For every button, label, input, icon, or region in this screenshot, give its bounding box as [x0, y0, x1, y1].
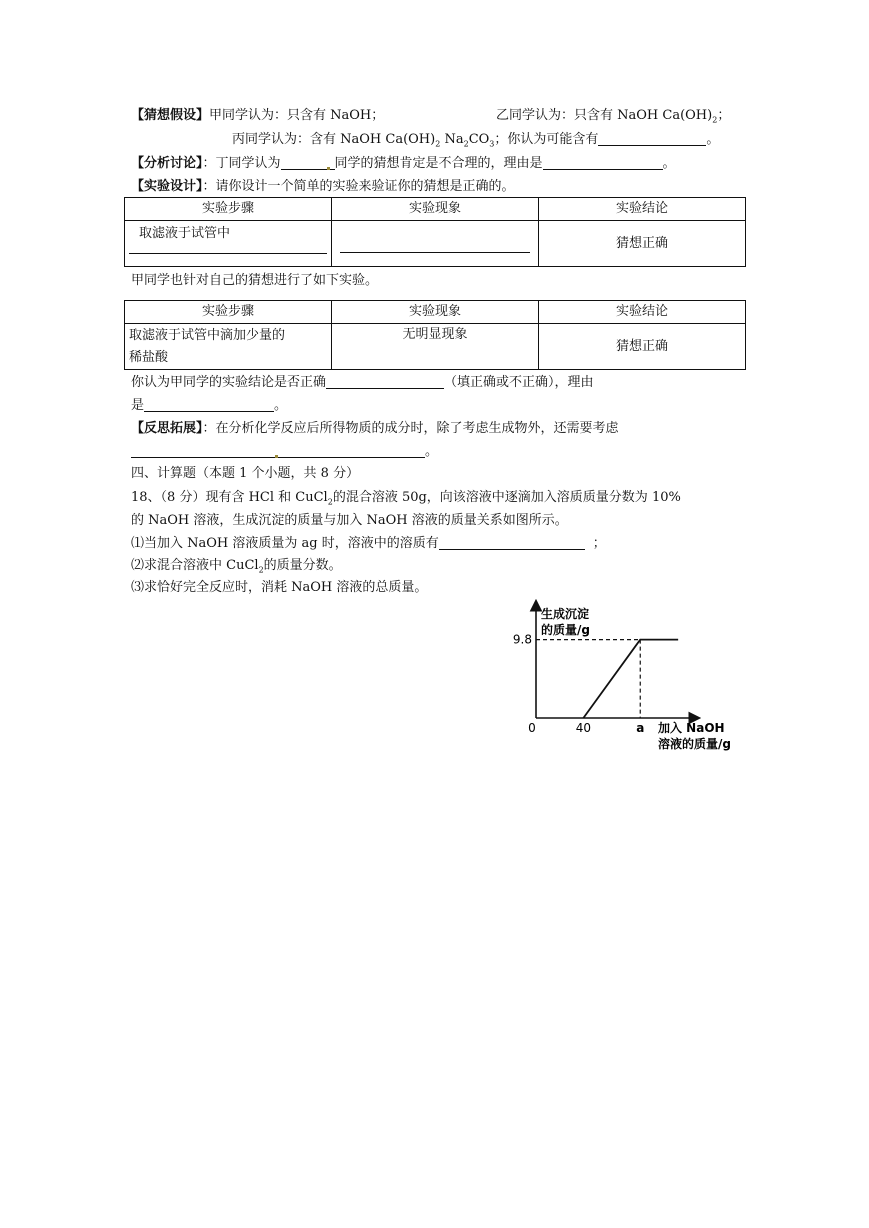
judge-correct-blank[interactable] [326, 374, 444, 389]
table2-header-step: 实验步骤 [125, 301, 332, 324]
hypothesis-answer-blank[interactable] [598, 131, 706, 146]
analysis-reason-blank[interactable] [543, 155, 663, 170]
origin-label: 0 [528, 721, 536, 735]
design-line: 【实验设计】：请你设计一个简单的实验来验证你的猜想是正确的。 [131, 179, 515, 194]
judge-line1: 你认为甲同学的实验结论是否正确 （填正确或不正确），理由 [131, 375, 594, 390]
hypothesis-bing: 丙同学认为：含有 NaOH $Ca(OH)_2$ $Na_2CO_3$；你认为可能含有 。 [232, 132, 720, 149]
judge-line2: 是 。 [131, 398, 288, 413]
reflection-line1: 【反思拓展】：在分析化学反应后所得物质的成分时，除了考虑生成物外，还需要考虑 [131, 421, 619, 436]
table1-header-step: 实验步骤 [125, 198, 332, 221]
hypothesis-yi: 乙同学认为：只含有 NaOH $Ca(OH)_2$； [496, 108, 731, 125]
x-tick-label-40: 40 [575, 721, 592, 735]
precipitate-chart [508, 598, 758, 758]
q18-line2: 的 NaOH 溶液，生成沉淀的质量与加入 NaOH 溶液的质量关系如图所示。 [131, 513, 568, 528]
x-label-line2: 溶液的质量/g [658, 737, 731, 751]
analysis-student-blank[interactable] [281, 155, 335, 170]
design-heading: 【实验设计】 [131, 179, 203, 194]
q18-line1: 18、（8 分）现有含 HCl 和 CuCl$_2$的混合溶液 50g，向该溶液中逐滴加入溶质质量分数为 10% [131, 490, 681, 507]
table1-step-blank[interactable] [129, 252, 327, 254]
table2-header-conclusion: 实验结论 [539, 301, 746, 324]
x-tick-label-a: a [636, 721, 645, 735]
table1-header-phenomenon: 实验现象 [332, 198, 539, 221]
reflection-blank[interactable] [131, 443, 425, 458]
experiment-table-1 [124, 197, 746, 267]
table2-step-cell: 取滤液于试管中滴加少量的 稀盐酸 [125, 324, 332, 370]
q18-sub3: ⑶求恰好完全反应时，消耗 NaOH 溶液的总质量。 [131, 580, 428, 595]
reflection-line2: 。 [131, 443, 438, 461]
y-tick-label-9.8: 9.8 [512, 632, 532, 647]
experiment-table-2 [124, 300, 746, 370]
hypothesis-jia: 甲同学认为：只含有 NaOH； [209, 108, 385, 123]
x-label-line1: 加入 NaOH [658, 721, 725, 735]
y-label-line1: 生成沉淀 [541, 607, 590, 621]
q18-sub1-blank[interactable] [439, 535, 585, 550]
table1-conclusion-cell: 猜想正确 [539, 221, 746, 267]
series-line-precipitate [583, 640, 678, 718]
table1-step-cell: 取滤液于试管中 [125, 221, 332, 267]
q18-sub2: ⑵求混合溶液中 CuCl$_2$的质量分数。 [131, 558, 342, 575]
reflection-heading: 【反思拓展】 [131, 421, 203, 436]
table2-phenomenon-cell: 无明显现象 [332, 324, 539, 370]
y-label-line2: 的质量/g [541, 623, 590, 637]
dot-mark [327, 167, 330, 170]
table1-phenomenon-cell [332, 221, 539, 267]
table1-header-conclusion: 实验结论 [539, 198, 746, 221]
jia-experiment-intro: 甲同学也针对自己的猜想进行了如下实验。 [131, 273, 379, 288]
hypothesis-heading: 【猜想假设】 [131, 108, 210, 123]
judge-reason-blank[interactable] [144, 397, 274, 412]
section4-title: 四、计算题（本题 1 个小题，共 8 分） [131, 466, 360, 481]
analysis-heading: 【分析讨论】 [131, 156, 203, 171]
table2-conclusion-cell: 猜想正确 [539, 324, 746, 370]
q18-sub1: ⑴当加入 NaOH 溶液质量为 ag 时，溶液中的溶质有 ； [131, 536, 606, 551]
hypothesis-line1 [131, 107, 384, 125]
table2-header-phenomenon: 实验现象 [332, 301, 539, 324]
analysis-line: 【分析讨论】：丁同学认为 同学的猜想肯定是不合理的，理由是 。 [131, 156, 676, 171]
table1-phenomenon-blank[interactable] [340, 251, 530, 253]
dot-mark [275, 455, 278, 458]
